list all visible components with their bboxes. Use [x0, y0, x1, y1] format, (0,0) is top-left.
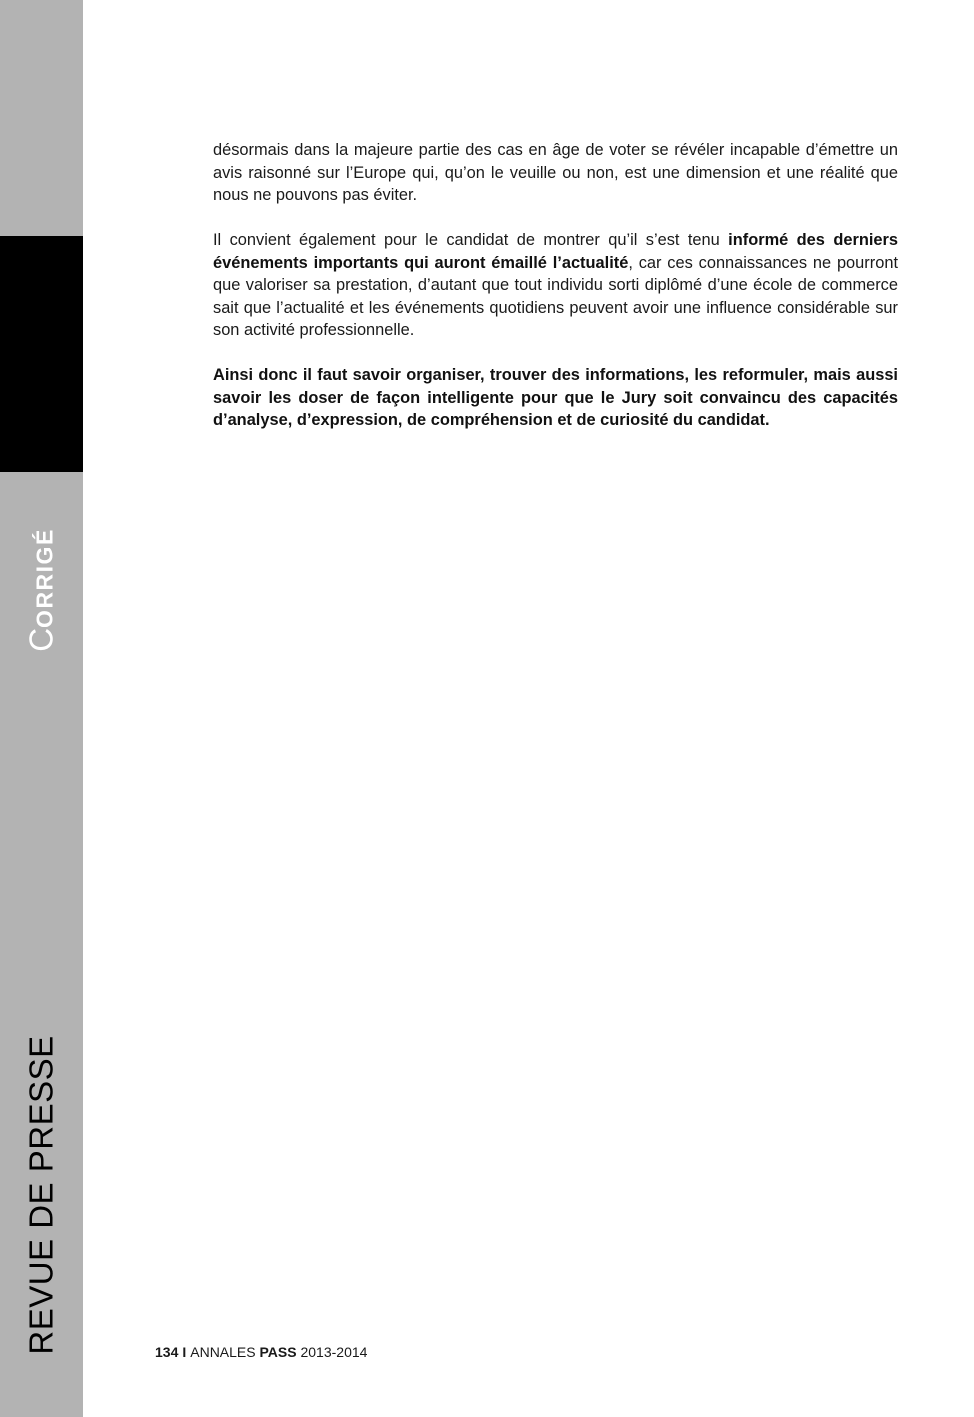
article-body — [213, 139, 898, 454]
paragraph-2-emphasis: informé des derniers événements importants qui auront émaillé l’actualité — [213, 231, 898, 272]
sidebar — [0, 0, 83, 1417]
section-label-rest: ORRIGÉ — [31, 528, 58, 628]
paragraph-2-end: , car ces connaissances ne pourront que valoriser sa prestation, d’autant que tout individu sorti diplômé d’une école de commerce sait que l’actualité et les événements quotidiens peuvent avoir une influence considérable sur son activité professionnelle. — [213, 253, 898, 339]
section-label-initial: C — [22, 627, 60, 652]
page-footer — [155, 1344, 367, 1360]
paragraph-1: désormais dans la majeure partie des cas en âge de voter se révéler incapable d’émettre un avis raisonné sur l’Europe qui, qu’on le veuille ou non, est une dimension et une réalité que nous ne pouvons pas éviter. — [213, 141, 898, 204]
paragraph-2-start: Il convient également pour le candidat de montrer qu’il s’est tenu — [213, 231, 729, 249]
footer-separator: I — [182, 1344, 187, 1360]
section-tab — [0, 236, 83, 652]
paragraph-2 — [213, 229, 898, 342]
footer-years: 2013-2014 — [300, 1344, 368, 1360]
section-label — [22, 528, 60, 652]
footer-brand: PASS — [259, 1344, 297, 1360]
page-number: 134 — [155, 1344, 179, 1360]
footer-prefix: ANNALES — [190, 1344, 256, 1360]
category-label: REVUE DE PRESSE — [22, 1035, 60, 1355]
paragraph-3: Ainsi donc il faut savoir organiser, trouver des informations, les reformuler, mais aussi savoir les doser de façon intelligente pour que le Jury soit convaincu des capacités d’analyse, d’expression, de compréhension et de curiosité du candidat. — [213, 366, 898, 429]
